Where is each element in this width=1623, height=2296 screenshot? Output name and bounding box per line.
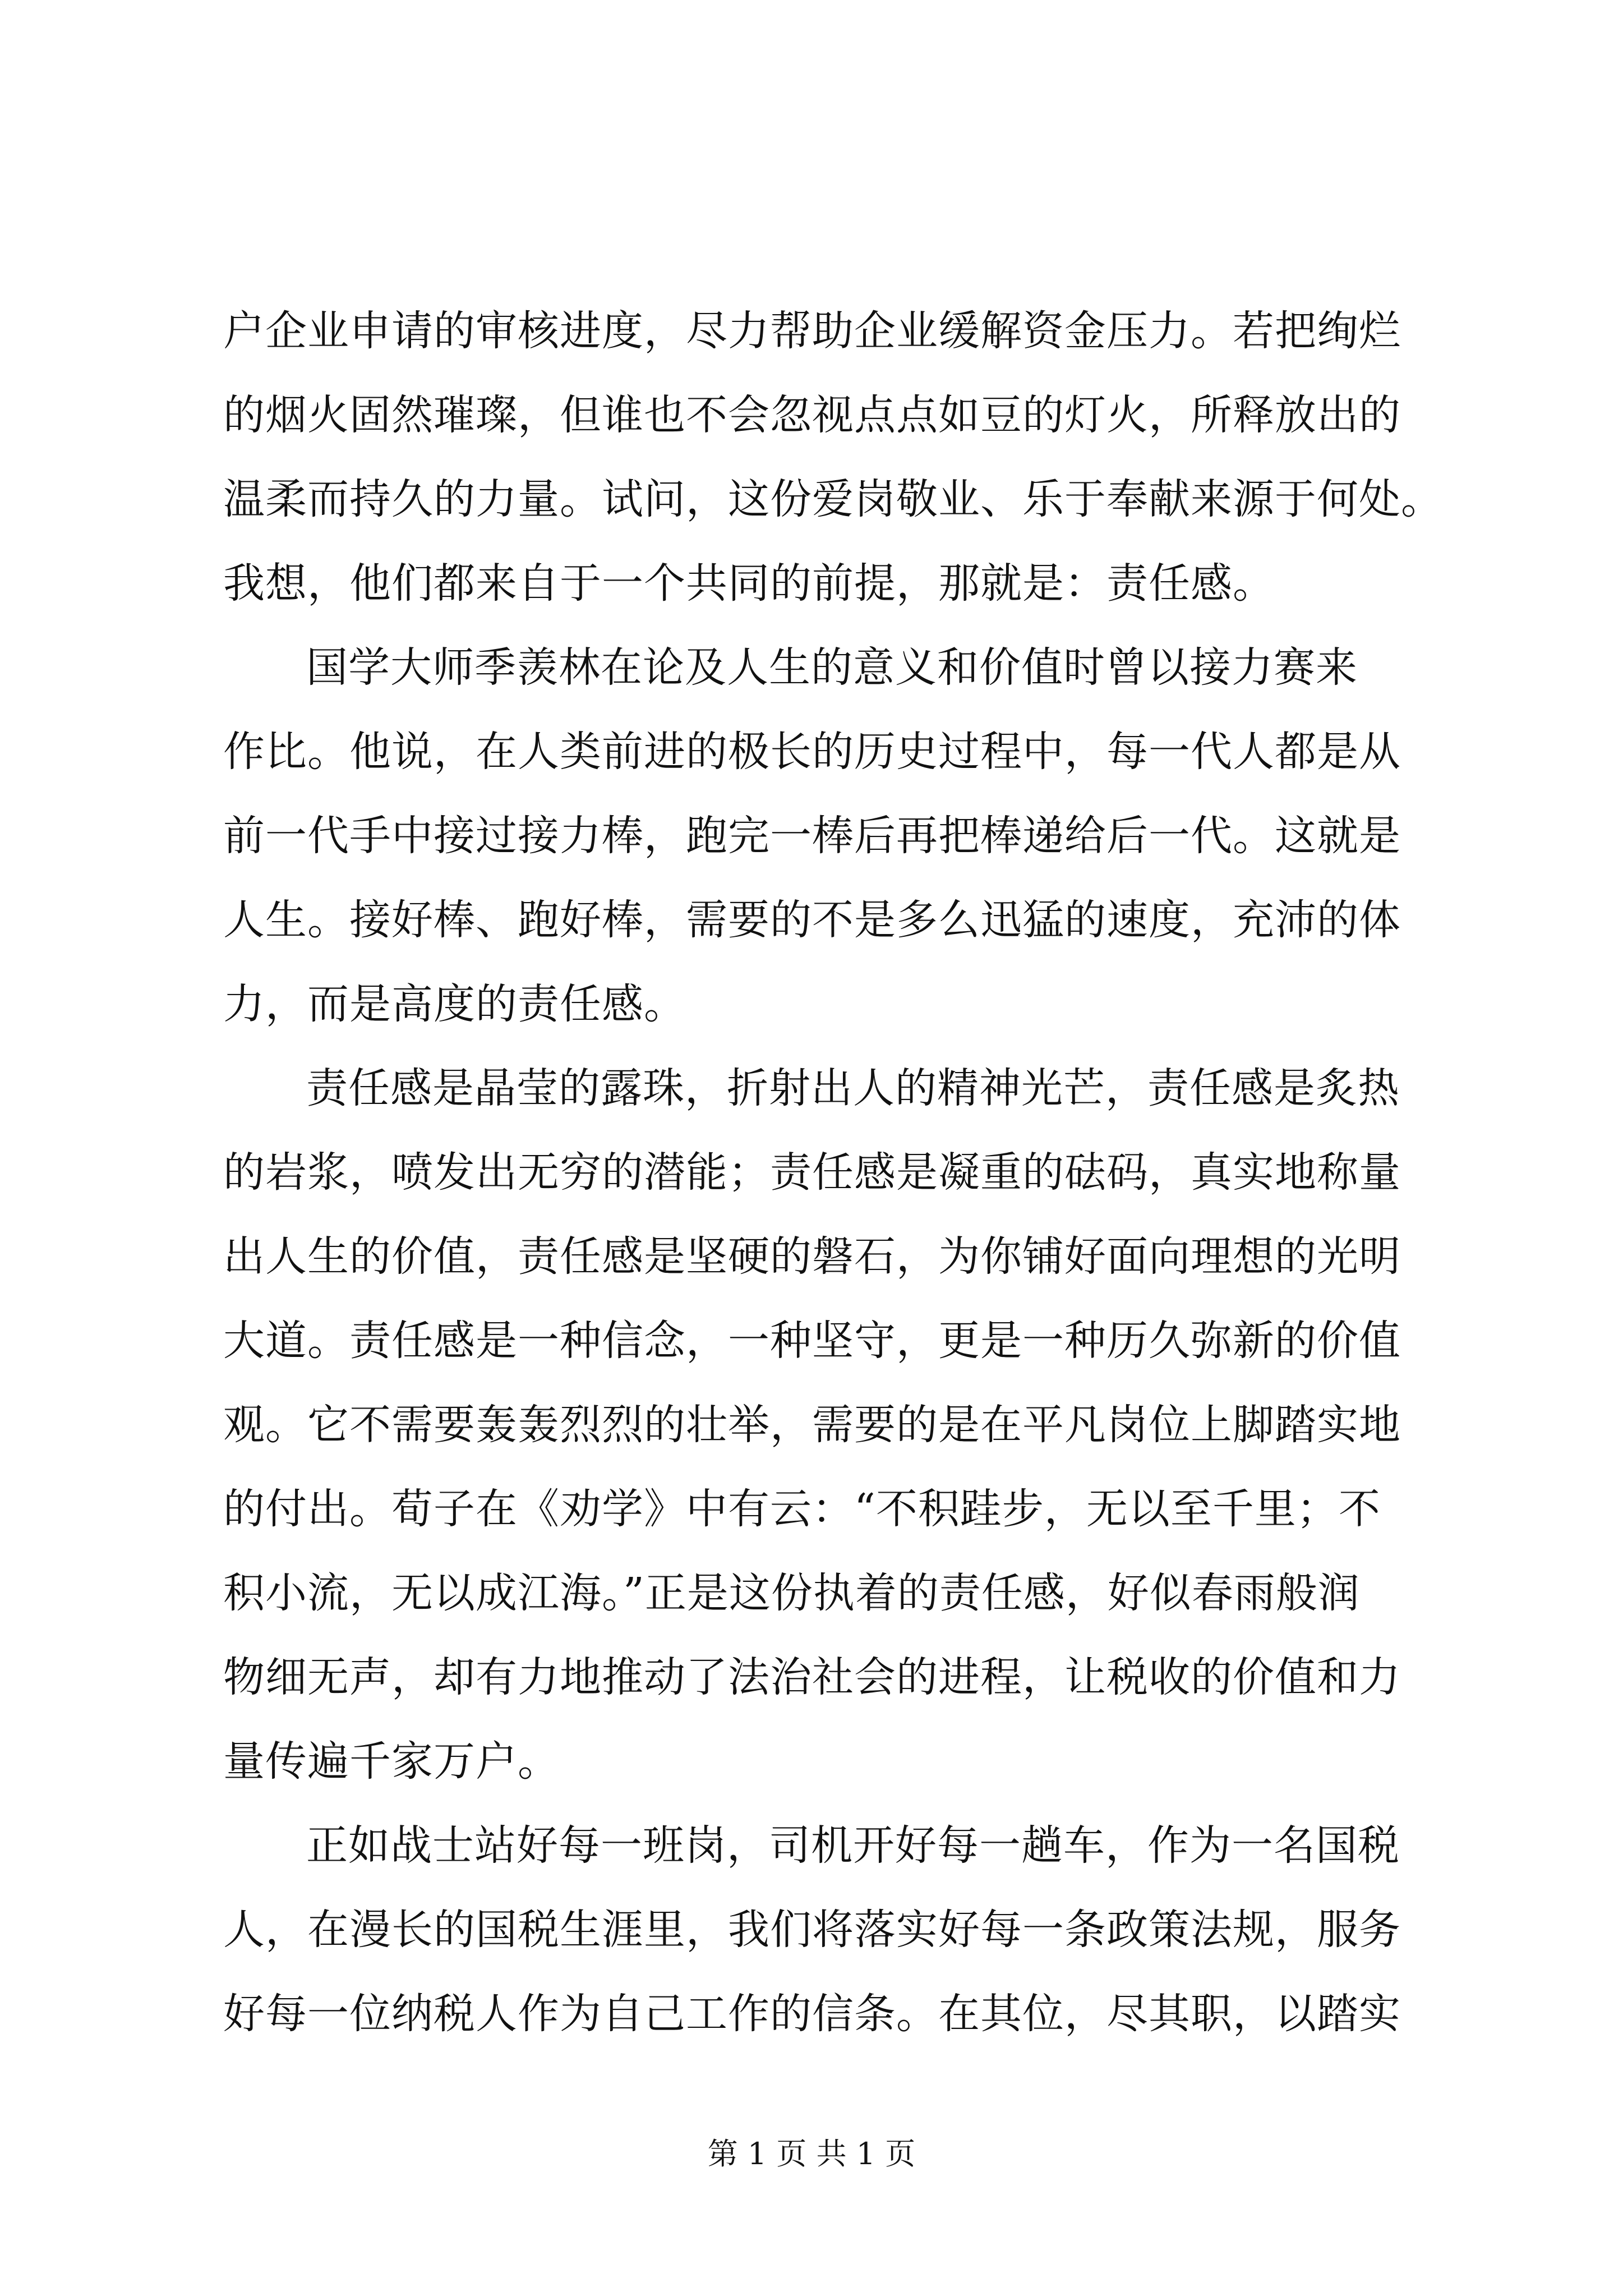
text-line: 温柔而持久的力量。试问，这份爱岗敬业、乐于奉献来源于何处。 (223, 475, 1443, 523)
text-line: 的岩浆，喷发出无穷的潜能；责任感是凝重的砝码，真实地称量 (223, 1148, 1401, 1197)
paragraph-first-line: 正如战士站好每一班岗，司机开好每一趟车，作为一名国税 (306, 1821, 1400, 1870)
text-line: 物细无声，却有力地推动了法治社会的进程，让税收的价值和力 (223, 1653, 1401, 1701)
text-line: 作比。他说，在人类前进的极长的历史过程中，每一代人都是从 (223, 728, 1401, 776)
text-line: 量传遍千家万户。 (223, 1737, 560, 1786)
text-line: 积小流，无以成江海。”正是这份执着的责任感，好似春雨般润 (223, 1569, 1360, 1617)
text-line: 户企业申请的审核进度，尽力帮助企业缓解资金压力。若把绚烂 (223, 307, 1401, 355)
text-line: 大道。责任感是一种信念，一种坚守，更是一种历久弥新的价值 (223, 1317, 1401, 1365)
text-line: 力，而是高度的责任感。 (223, 980, 686, 1028)
text-line: 我想，他们都来自于一个共同的前提，那就是：责任感。 (223, 559, 1275, 608)
text-line: 的烟火固然璀璨，但谁也不会忽视点点如豆的灯火，所释放出的 (223, 391, 1401, 439)
text-line: 人，在漫长的国税生涯里，我们将落实好每一条政策法规，服务 (223, 1906, 1401, 1954)
text-line: 前一代手中接过接力棒，跑完一棒后再把棒递给后一代。这就是 (223, 812, 1401, 860)
paragraph-first-line: 责任感是晶莹的露珠，折射出人的精神光芒，责任感是炙热 (306, 1064, 1400, 1112)
paragraph-first-line: 国学大师季羡林在论及人生的意义和价值时曾以接力赛来 (306, 643, 1358, 692)
page-number-footer: 第 1 页 共 1 页 (707, 2136, 916, 2171)
text-line: 好每一位纳税人作为自己工作的信条。在其位，尽其职，以踏实 (223, 1990, 1401, 2038)
text-line: 出人生的价值，责任感是坚硬的磐石，为你铺好面向理想的光明 (223, 1232, 1401, 1281)
text-line: 观。它不需要轰轰烈烈的壮举，需要的是在平凡岗位上脚踏实地 (223, 1401, 1401, 1449)
text-line: 人生。接好棒、跑好棒，需要的不是多么迅猛的速度，充沛的体 (223, 896, 1401, 944)
text-line: 的付出。荀子在《劝学》中有云：“不积跬步，无以至千里；不 (223, 1485, 1381, 1533)
